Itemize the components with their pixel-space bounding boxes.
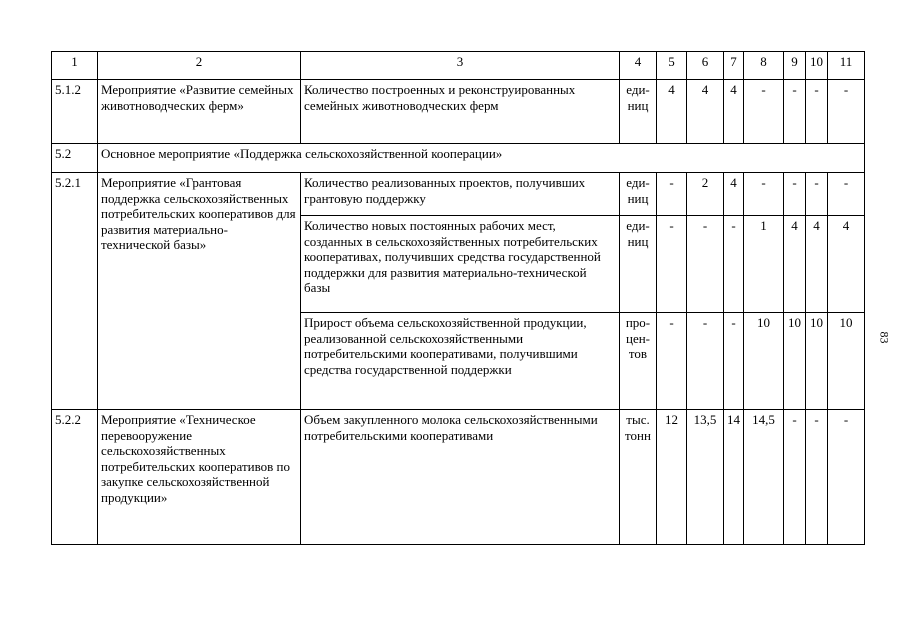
indicator-name: Прирост объема сельскохозяйственной продукции, реализованной сельскохозяйственными потребительскими кооперативами, получившими средства государственной поддержки [301, 313, 620, 410]
header-cell: 10 [806, 52, 828, 80]
value-cell: 4 [806, 216, 828, 313]
value-cell: - [744, 80, 784, 144]
value-cell: - [784, 80, 806, 144]
value-cell: - [724, 313, 744, 410]
header-cell: 4 [620, 52, 657, 80]
value-cell: 4 [687, 80, 724, 144]
row-number: 5.2.1 [52, 173, 98, 410]
value-cell: 10 [828, 313, 865, 410]
indicator-name: Количество построенных и реконструированных семейных животноводческих ферм [301, 80, 620, 144]
header-cell: 8 [744, 52, 784, 80]
section-title: Основное мероприятие «Поддержка сельскохозяйственной кооперации» [98, 144, 865, 173]
value-cell: - [806, 173, 828, 216]
table-header-row [52, 52, 865, 80]
event-name: Мероприятие «Техническое перевооружение сельскохозяйственных потребительских кооперативов по закупке сельскохозяйственной продукции» [98, 410, 301, 545]
value-cell: 12 [657, 410, 687, 545]
value-cell: - [828, 80, 865, 144]
value-cell: 4 [784, 216, 806, 313]
table-row-5-2-2 [52, 410, 865, 545]
value-cell: - [687, 313, 724, 410]
value-cell: 4 [724, 80, 744, 144]
unit-cell: еди-ниц [620, 216, 657, 313]
header-cell: 6 [687, 52, 724, 80]
value-cell: 2 [687, 173, 724, 216]
indicator-name: Объем закупленного молока сельскохозяйственными потребительскими кооперативами [301, 410, 620, 545]
row-number: 5.1.2 [52, 80, 98, 144]
event-name: Мероприятие «Грантовая поддержка сельскохозяйственных потребительских кооперативов для развития материально-технической базы» [98, 173, 301, 410]
value-cell: - [784, 410, 806, 545]
value-cell: - [806, 80, 828, 144]
value-cell: - [687, 216, 724, 313]
value-cell: 14,5 [744, 410, 784, 545]
unit-cell: про-цен-тов [620, 313, 657, 410]
value-cell: - [784, 173, 806, 216]
table-row-5-2-1 [52, 173, 865, 216]
unit-cell: еди-ниц [620, 173, 657, 216]
row-number: 5.2.2 [52, 410, 98, 545]
value-cell: - [828, 173, 865, 216]
unit-cell: еди-ниц [620, 80, 657, 144]
table-row-5-1-2 [52, 80, 865, 144]
value-cell: 10 [744, 313, 784, 410]
header-cell: 11 [828, 52, 865, 80]
header-cell: 2 [98, 52, 301, 80]
row-number: 5.2 [52, 144, 98, 173]
indicators-table [51, 51, 865, 545]
value-cell: - [657, 313, 687, 410]
page-number: 83 [877, 331, 892, 344]
value-cell: 10 [784, 313, 806, 410]
event-name: Мероприятие «Развитие семейных животноводческих ферм» [98, 80, 301, 144]
header-cell: 7 [724, 52, 744, 80]
header-cell: 3 [301, 52, 620, 80]
table-row-5-2 [52, 144, 865, 173]
value-cell: 1 [744, 216, 784, 313]
value-cell: - [657, 173, 687, 216]
value-cell: 4 [724, 173, 744, 216]
value-cell: 10 [806, 313, 828, 410]
header-cell: 1 [52, 52, 98, 80]
value-cell: - [828, 410, 865, 545]
header-cell: 5 [657, 52, 687, 80]
indicator-name: Количество реализованных проектов, получивших грантовую поддержку [301, 173, 620, 216]
value-cell: - [724, 216, 744, 313]
value-cell: 4 [828, 216, 865, 313]
value-cell: 4 [657, 80, 687, 144]
value-cell: - [657, 216, 687, 313]
header-cell: 9 [784, 52, 806, 80]
value-cell: - [806, 410, 828, 545]
value-cell: 13,5 [687, 410, 724, 545]
value-cell: - [744, 173, 784, 216]
value-cell: 14 [724, 410, 744, 545]
unit-cell: тыс. тонн [620, 410, 657, 545]
indicator-name: Количество новых постоянных рабочих мест, созданных в сельскохозяйственных потребительских кооперативах, получивших средства государственной поддержки для развития материально-технической базы [301, 216, 620, 313]
